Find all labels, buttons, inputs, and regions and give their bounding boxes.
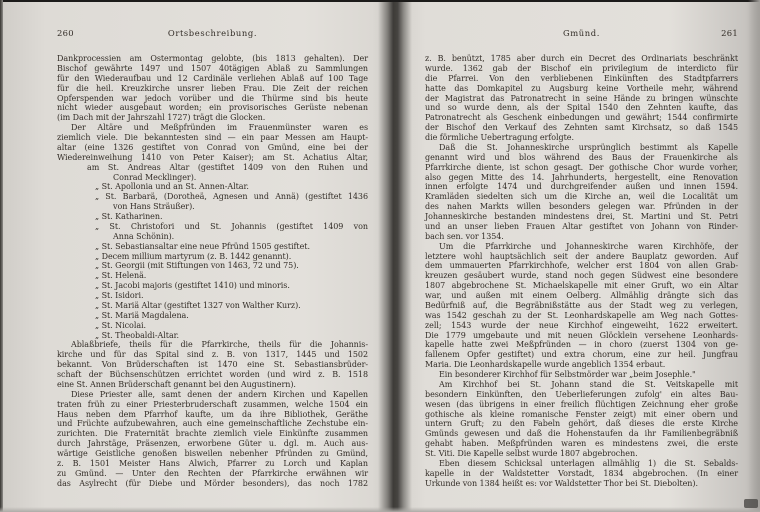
text-line: Ein besonderer Kirchhof für Selbstmörder war „beim Josephle." [439, 370, 696, 379]
text-line: „ St. Helenä. [95, 271, 147, 281]
text-line: Conrad Mecklinger). [113, 172, 197, 182]
text-line: untern Gruft; zu den Fabeln gehört, daß dieses die erste Kirche [425, 419, 738, 429]
text-line: St. Viti. Die Kapelle selbst wurde 1807 abgebrochen. [425, 449, 638, 458]
scan-edge-bottom [0, 507, 760, 512]
text-line: Diese Priester alle, samt denen der andern Kirchen und Kapellen [71, 389, 368, 399]
text-line: wärtige Geistliche genoßen bisweilen nebenher Pfründen zu Gmünd, [57, 449, 368, 458]
text-line: „ St. Jacobi majoris (gestiftet 1410) und minoris. [95, 281, 290, 291]
scan-corner-artifact [744, 499, 758, 508]
text-line: schaft der Büchsenschützen errichtet worden (und wird z. B. 1518 [57, 370, 368, 379]
right-running-title: Gmünd. [562, 28, 601, 38]
text-line: Johanneskirche bestanden mindestens drei, St. Martini und St. Petri [425, 212, 738, 221]
text-line: Urkunde von 1384 heißt es: vor Waldstetter Thor bei St. Diebolten). [425, 478, 698, 488]
text-line: Die 1779 umgebaute und mit neuen Glöcklein versehene Leonhards- [425, 330, 738, 340]
text-line: z. B. 1501 Meister Hans Alwich, Pfarrer zu Lorch und Kaplan [57, 458, 368, 468]
text-line: für die heil. Kreuzkirche unsrer lieben Frau. Die Zeit der reichen [57, 83, 368, 93]
right-page-number: 261 [721, 28, 738, 38]
text-line: „ St. Apollonia und an St. Annen-Altar. [95, 182, 249, 192]
text-line: „ St. Nicolai. [95, 320, 147, 330]
text-line: kreuzen gesäubert wurde, stand noch gegen Südwest eine besondere [425, 271, 738, 281]
text-line: letztere wohl hauptsächlich seit der andere Bauplatz geworden. Auf [425, 251, 738, 261]
left-running-title: Ortsbeschreibung. [167, 28, 258, 38]
text-line: Eben diesem Schicksal unterlagen allmählig 1) die St. Sebalds- [439, 458, 738, 468]
text-line: von Hans Sträußer). [113, 202, 195, 212]
text-line: „ St. Mariä Altar (gestiftet 1327 von Walther Kurz). [95, 300, 301, 310]
right-page [425, 0, 738, 512]
text-line: „ St. Katharinen. [95, 212, 163, 221]
text-line: was 1542 geschah zu der St. Leonhardskapelle am Weg nach Gottes- [425, 310, 738, 320]
text-line: Dankprocessien am Ostermontag gelobte, (bis 1813 gehalten). Der [57, 54, 368, 63]
text-line: „ St. Isidori. [95, 291, 144, 300]
text-line: „ St. Barbarä, (Dorotheä, Agnesen und Annä) (gestiftet 1436 [95, 192, 368, 202]
text-line: Haus neben dem Pfarrhof kaufte, um da ihre Bibliothek, Geräthe [57, 409, 368, 419]
text-line: zu Gmünd. — Unter den Rechten der Pfarrkirche erwähnen wir [57, 468, 368, 478]
text-line: das Asylrecht (für Diebe und Mörder besonders), das noch 1782 [57, 478, 368, 488]
scan-edge-top [0, 0, 760, 2]
text-line: innen erfolgte 1474 und durchgreifender außen und innen 1594. [425, 182, 738, 192]
left-page-number: 260 [57, 28, 74, 38]
text-line: zurichten. Die Fraternität brachte ziemlich viele Einkünfte zusammen [57, 429, 368, 439]
text-line: (im Dach mit der Jahrszahl 1727) trägt die Glocken. [57, 113, 266, 123]
text-line: Opferspenden war jedoch vorüber und die Thürme sind bis heute [57, 93, 368, 103]
text-line: gehabt haben. Meßpfründen waren es mindestens zwei, die erste [425, 439, 738, 449]
text-line: zell; 1543 wurde der neue Kirchhof eingeweiht, 1622 erweitert. [425, 320, 738, 330]
right-page-text [425, 54, 738, 489]
text-line: bekannt. Von Brüderschaften ist 1470 eine St. Sebastiansbrüder- [57, 360, 368, 370]
text-line: traten früh zu einer Priesterbruderschaft zusammen, welche 1504 ein [57, 399, 368, 409]
text-line: war, und außen mit einem Oelberg. Allmählig drängte sich das [425, 291, 738, 300]
text-line: Maria. Die Leonhardskapelle wurde angeblich 1354 erbaut. [425, 360, 666, 370]
text-line: kirche und für das Spital sind z. B. von 1317, 1445 und 1502 [57, 350, 368, 360]
text-line: für den Wiederaufbau und 12 Cardinäle verliehen Ablaß auf 100 Tage [57, 73, 368, 83]
text-line: ziemlich viele. Die bekanntesten sind — ein paar Messen am Haupt- [57, 133, 368, 142]
binding-gutter-shadow [378, 0, 412, 512]
text-line: „ St. Christofori und St. Johannis (gestiftet 1409 von [95, 221, 368, 231]
scan-edge-left [0, 0, 3, 512]
text-line: altar (eine 1326 gestiftet von Conrad von Gmünd, eine bei der [57, 142, 368, 152]
text-line: fallenem Opfer gestiftet) und extra chorum, eine zur heil. Jungfrau [425, 350, 738, 360]
text-line: kapelle in der Waldstetter Vorstadt, 1834 abgebrochen. (In einer [425, 468, 738, 478]
left-running-head [57, 28, 368, 40]
text-line: die Pfarrei. Von den verbliebenen Einkünften des Stadtpfarrers [425, 73, 738, 83]
text-line: „ St. Georgii (mit Stiftungen von 1463, 72 und 75). [95, 261, 299, 271]
text-line: eine St. Annen Brüderschaft genannt bei den Augustinern). [57, 379, 296, 389]
text-line: also gegen Mitte des 14. Jahrhunderts, hergestellt, eine Renovation [425, 172, 738, 182]
text-line: Am Kirchhof bei St. Johann stand die St. Veitskapelle mit [439, 379, 738, 389]
text-line: Patronatrecht als Geschenk einbedungen und gewährt; 1544 confirmirte [425, 113, 738, 123]
text-line: und an unser lieben Frauen Altar gestiftet von Johann von Rinder- [425, 221, 738, 231]
text-line: Bedürfniß auf, die Begräbnißstätte aus der Stadt weg zu verlegen, [425, 300, 738, 310]
text-line: Daß die St. Johanneskirche ursprünglich bestimmt als Kapelle [439, 142, 738, 152]
text-line: dem ummauerten Pfarrkirchhofe, welcher erst 1804 von allen Grab- [425, 261, 738, 271]
text-line: die förmliche Uebertragung erfolgte. [425, 133, 574, 142]
text-line: und so wurde denn, als der Spital 1540 den Zehnten kaufte, das [425, 103, 738, 113]
text-line: am St. Andreas Altar (gestiftet 1409 von den Ruhen und [87, 162, 368, 172]
text-line: z. B. benützt, 1785 aber durch ein Decret des Ordinariats beschränkt [425, 54, 738, 63]
text-line: kapelle hatte zwei Meßpfründen — in choro (zuerst 1304 von ge- [425, 340, 738, 350]
right-running-head [425, 28, 738, 40]
text-line: Pfarrkirche diente, ist schon gesagt. Der gothische Chor wurde vorher, [425, 162, 738, 172]
text-line: bach sen. vor 1354. [425, 231, 504, 241]
text-line: Um die Pfarrkirche und Johanneskirche waren Kirchhöfe, der [439, 241, 738, 251]
text-line: gothische als kleine romanische Fenster zeigt) mit einer obern und [425, 409, 738, 419]
text-line: der Magistrat das Patronatrecht in seine Hände zu bringen wünschte [425, 93, 738, 103]
text-line: der Bischof den Verkauf des Zehnten samt Kirchsatz, so daß 1545 [425, 123, 738, 133]
text-line: Bischof gewährte 1497 und 1507 40tägigen Ablaß zu Sammlungen [57, 63, 368, 73]
text-line: des nahen Markts willen besonders gelegen war. Pfründen in der [425, 202, 738, 212]
text-line: 1807 abgebrochene St. Michaelskapelle mit einer Gruft, wo ein Altar [425, 281, 738, 291]
text-line: „ St. Sebastiansaltar eine neue Pfründ 1505 gestiftet. [95, 241, 310, 251]
left-page-text [57, 54, 368, 489]
text-line: hatte das Domkapitel zu Augsburg keine Vortheile mehr, während [425, 83, 738, 93]
left-page [57, 0, 368, 512]
text-line: Ablaßbriefe, theils für die Pfarrkirche, theils für die Johannis- [71, 340, 368, 350]
scan-edge-right [748, 0, 760, 512]
text-line: Kramläden siedelten sich um die Kirche an, weil die Localität um [425, 192, 738, 202]
text-line: „ Decem millium martyrum (z. B. 1442 genannt). [95, 251, 292, 261]
text-line: und Früchte aufzubewahren, auch eine gemeinschaftliche Zechstube ein- [57, 419, 368, 429]
text-line: wesen (das übrigens in einer freilich flüchtigen Zeichnung eher große [425, 399, 738, 409]
text-line: wurde. 1362 gab der Bischof ein privilegium de interdicto für [425, 63, 738, 73]
text-line: durch Jahrstäge, Präsenzen, erworbene Güter u. dgl. m. Auch aus- [57, 439, 368, 449]
text-line: Der Altäre und Meßpfründen im Frauenmünster waren es [71, 123, 368, 133]
text-line: Wiedereinweihung 1410 von Peter Kaiser); am St. Achatius Altar, [57, 152, 368, 162]
text-line: nicht wieder ausgebaut worden; ein provisorisches Gerüste nebenan [57, 103, 368, 113]
text-line: genannt wird und blos während des Baus der Frauenkirche als [425, 152, 738, 162]
text-line: Anna Schönin). [113, 231, 175, 241]
text-line: „ St. Mariä Magdalena. [95, 310, 189, 320]
text-line: besondern Einkünften, den Ueberlieferungen zufolg' ein altes Bau- [425, 389, 738, 399]
text-line: Gmünds gewesen und daß die Hohenstaufen da ihr Familienbegräbniß [425, 429, 738, 439]
text-line: „ St. Theobaldi-Altar. [95, 330, 180, 340]
